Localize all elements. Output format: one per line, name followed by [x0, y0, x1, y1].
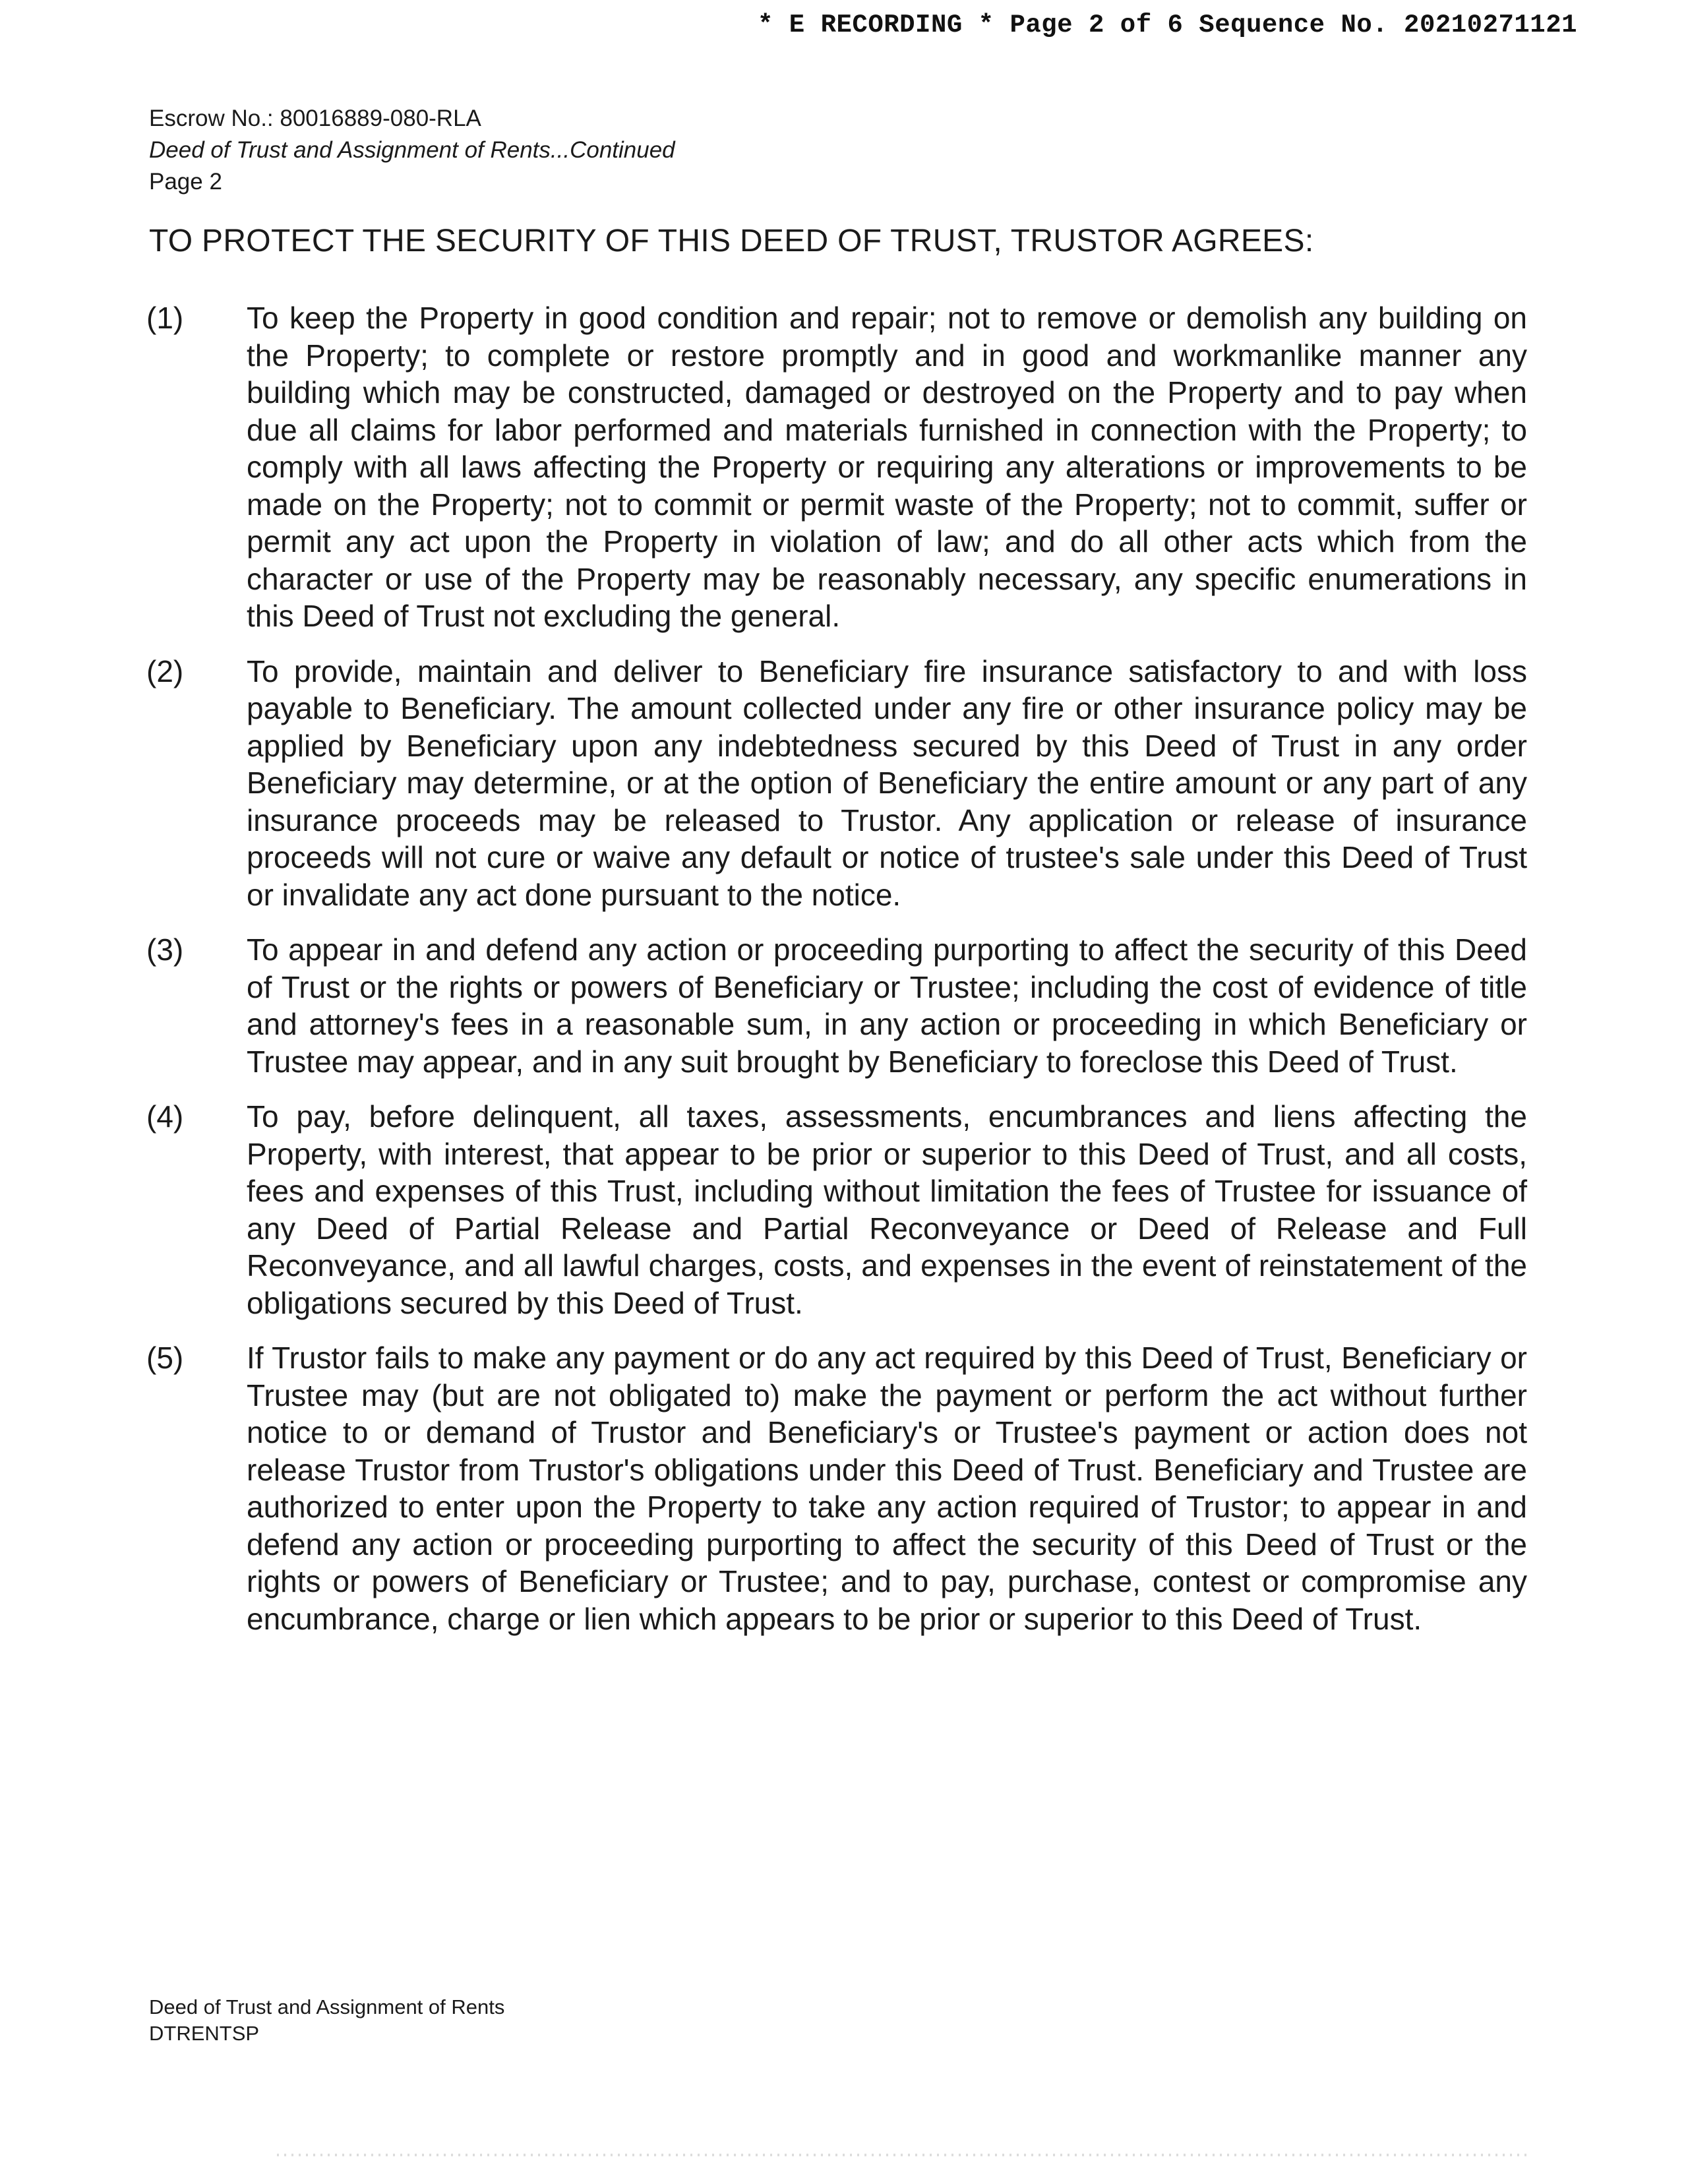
clause-3 — [146, 931, 1527, 1080]
footer-document-title: Deed of Trust and Assignment of Rents — [149, 1995, 505, 2018]
clause-number: (3) — [146, 932, 184, 967]
clause-text: To pay, before delinquent, all taxes, assessments, encumbrances and liens affecting the Property, with interest, that appear to be prior or superior to this Deed of Trust, and all costs, fees and expenses of this Trust, including without limitation the fees of Trustee for issuance of any Deed of Partial Release and Partial Reconveyance or Deed of Release and Full Reconveyance, and all lawful charges, costs, and expenses in the event of reinstatement of the obligations secured by this Deed of Trust. — [247, 1099, 1527, 1320]
clause-text: To provide, maintain and deliver to Beneficiary fire insurance satisfactory to and with loss payable to Beneficiary. The amount collected under any fire or other insurance policy may be applied by Beneficiary upon any indebtedness secured by this Deed of Trust in any order Beneficiary may determine, or at the option of Beneficiary the entire amount or any part of any insurance proceeds may be released to Trustor. Any application or release of insurance proceeds will not cure or waive any default or notice of trustee's sale under this Deed of Trust or invalidate any act done pursuant to the notice. — [247, 653, 1527, 912]
clause-text: If Trustor fails to make any payment or do any act required by this Deed of Trust, Beneficiary or Trustee may (but are not obligated to) make the payment or perform the act without further notice to or demand of Trustor and Beneficiary's or Trustee's payment or action does not release Trustor from Trustor's obligations under this Deed of Trust. Beneficiary and Trustee are authorized to enter upon the Property to take any action required of Trustor; to appear in and defend any action or proceeding purporting to affect the security of this Deed of Trust or the rights or powers of Beneficiary or Trustee; and to pay, purchase, contest or compromise any encumbrance, charge or lien which appears to be prior or superior to this Deed of Trust. — [247, 1341, 1527, 1636]
clause-number: (5) — [146, 1341, 184, 1375]
clause-1 — [146, 299, 1527, 635]
clause-number: (1) — [146, 301, 184, 335]
document-continued-title: Deed of Trust and Assignment of Rents...Continued — [149, 137, 675, 163]
page-label: Page 2 — [149, 169, 222, 195]
escrow-number: Escrow No.: 80016889-080-RLA — [149, 106, 481, 131]
section-heading: TO PROTECT THE SECURITY OF THIS DEED OF TRUST, TRUSTOR AGREES: — [149, 224, 1314, 258]
page-footer — [149, 1994, 504, 2047]
clause-number: (2) — [146, 653, 184, 688]
escrow-info — [149, 103, 675, 198]
clause-4 — [146, 1098, 1527, 1321]
clause-list — [146, 299, 1527, 1655]
clause-text: To appear in and defend any action or proceeding purporting to affect the security of this Deed of Trust or the rights or powers of Beneficiary or Trustee; including the cost of evidence of title and attorney's fees in a reasonable sum, in any action or proceeding in which Beneficiary or Trustee may appear, and in any suit brought by Beneficiary to foreclose this Deed of Trust. — [247, 932, 1527, 1079]
footer-form-code: DTRENTSP — [149, 2022, 260, 2045]
recording-header: * E RECORDING * Page 2 of 6 Sequence No. 20210271121 — [758, 11, 1577, 40]
clause-text: To keep the Property in good condition and repair; not to remove or demolish any building on the Property; to complete or restore promptly and in good and workmanlike manner any building which may be constructed, damaged or destroyed on the Property and to pay when due all claims for labor performed and materials furnished in connection with the Property; to comply with all laws affecting the Property or requiring any alterations or improvements to be made on the Property; not to commit or permit waste of the Property; not to commit, suffer or permit any act upon the Property in violation of law; and do all other acts which from the character or use of the Property may be reasonably necessary, any specific enumerations in this Deed of Trust not excluding the general. — [247, 301, 1527, 633]
clause-2 — [146, 653, 1527, 914]
clause-5 — [146, 1339, 1527, 1637]
clause-number: (4) — [146, 1099, 184, 1134]
scan-artifact — [277, 2154, 1530, 2156]
